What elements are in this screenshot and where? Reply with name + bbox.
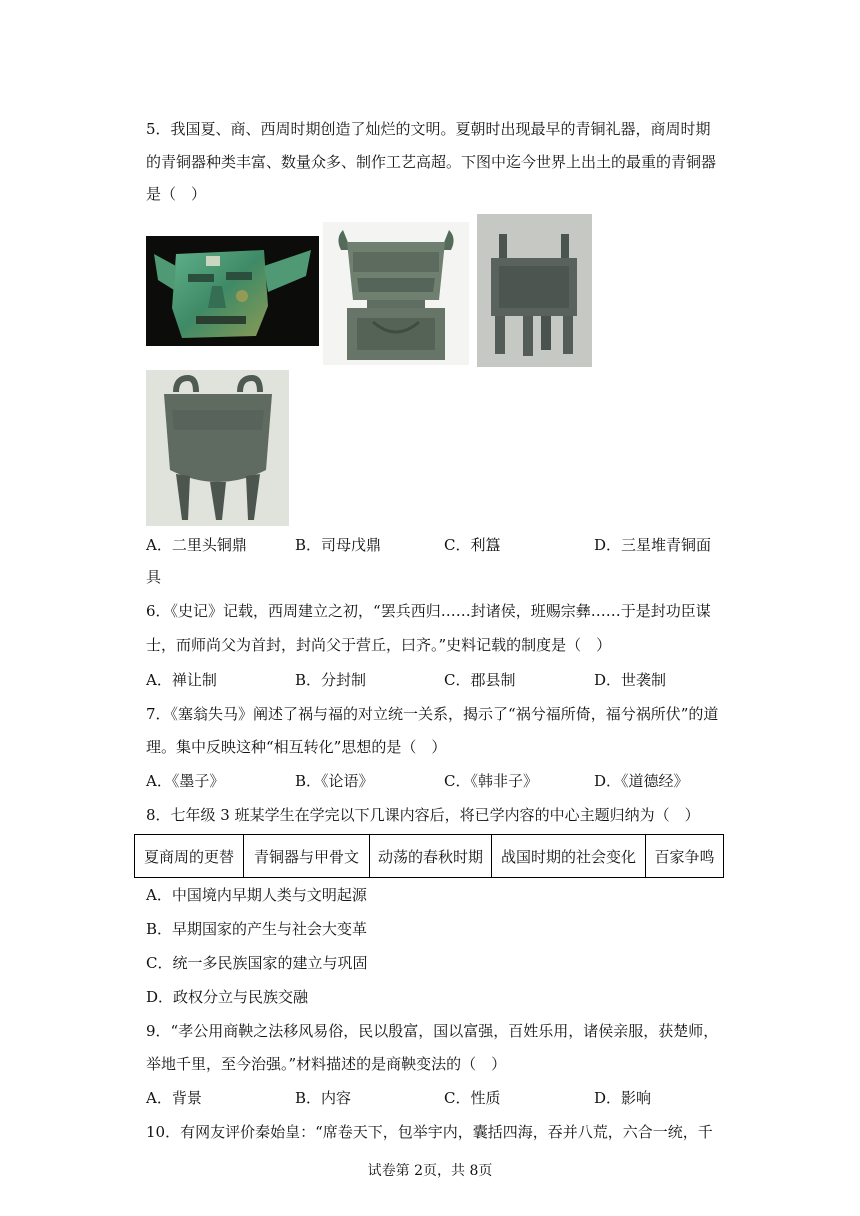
table-cell: 动荡的春秋时期: [370, 835, 492, 878]
q7-line-1: 7．《塞翁失马》阐述了祸与福的对立统一关系，揭示了“祸兮福所倚，福兮祸所伏”的道: [146, 705, 719, 723]
erlitou-ding-image: [146, 370, 289, 526]
q7-option-a[interactable]: A．《墨子》: [146, 772, 225, 790]
q9-option-c[interactable]: C．性质: [444, 1089, 501, 1107]
q8-option-d[interactable]: D．政权分立与民族交融: [146, 988, 309, 1006]
q10-line-1: 10．有网友评价秦始皇：“席卷天下，包举宇内，囊括四海，吞并八荒，六合一统，千: [146, 1123, 713, 1141]
q5-option-a[interactable]: A．二里头铜鼎: [146, 536, 247, 554]
q9-line-1: 9．“孝公用商鞅之法移风易俗，民以殷富，国以富强，百姓乐用，诸侯亲服，获楚师，: [146, 1022, 719, 1040]
table-cell: 夏商周的更替: [135, 835, 244, 878]
q8-option-a[interactable]: A．中国境内早期人类与文明起源: [146, 886, 367, 904]
q9-option-b[interactable]: B．内容: [295, 1089, 352, 1107]
q7-line-2: 理。集中反映这种“相互转化”思想的是（ ）: [146, 738, 447, 756]
q6-option-b[interactable]: B．分封制: [295, 671, 367, 689]
q6-line-2: 士，而师尚父为首封，封尚父于营丘，曰齐。”史料记载的制度是（ ）: [146, 636, 612, 654]
q9-option-a[interactable]: A．背景: [146, 1089, 202, 1107]
q8-option-b[interactable]: B．早期国家的产生与社会大变革: [146, 920, 368, 938]
q5-option-c[interactable]: C．利簋: [444, 536, 501, 554]
q8-line-1: 8．七年级 3 班某学生在学完以下几课内容后，将已学内容的中心主题归纳为（ ）: [146, 806, 700, 824]
simuwu-ding-image: [477, 214, 592, 367]
li-gui-image: [323, 222, 469, 365]
q5-line-3: 是（ ）: [146, 185, 207, 203]
q7-option-c[interactable]: C．《韩非子》: [444, 772, 538, 790]
q9-option-d[interactable]: D．影响: [594, 1089, 652, 1107]
q6-line-1: 6．《史记》记载，西周建立之初，“罢兵西归……封诸侯，班赐宗彝……于是封功臣谋: [146, 602, 711, 620]
q6-option-d[interactable]: D．世袭制: [594, 671, 667, 689]
q6-option-c[interactable]: C．郡县制: [444, 671, 516, 689]
q9-line-2: 举地千里，至今治强。”材料描述的是商鞅变法的（ ）: [146, 1055, 507, 1073]
table-cell: 战国时期的社会变化: [492, 835, 646, 878]
q5-line-2: 的青铜器种类丰富、数量众多、制作工艺高超。下图中迄今世界上出土的最重的青铜器: [146, 153, 717, 171]
q5-option-b[interactable]: B．司母戊鼎: [295, 536, 382, 554]
bronze-mask-image: [146, 236, 319, 346]
table-cell: 百家争鸣: [646, 835, 724, 878]
q6-option-a[interactable]: A．禅让制: [146, 671, 217, 689]
q7-option-b[interactable]: B．《论语》: [295, 772, 374, 790]
q5-option-d[interactable]: D．三星堆青铜面: [594, 536, 712, 554]
q5-option-d-wrap: 具: [146, 568, 162, 586]
page-footer: 试卷第 2页，共 8页: [367, 1163, 493, 1179]
q5-line-1: 5．我国夏、商、西周时期创造了灿烂的文明。夏朝时出现最早的青铜礼器，商周时期: [146, 120, 711, 138]
table-cell: 青铜器与甲骨文: [244, 835, 370, 878]
q7-option-d[interactable]: D．《道德经》: [594, 772, 689, 790]
q8-option-c[interactable]: C．统一多民族国家的建立与巩固: [146, 954, 368, 972]
q8-topics-table: [134, 834, 724, 878]
table-row: [135, 835, 724, 878]
